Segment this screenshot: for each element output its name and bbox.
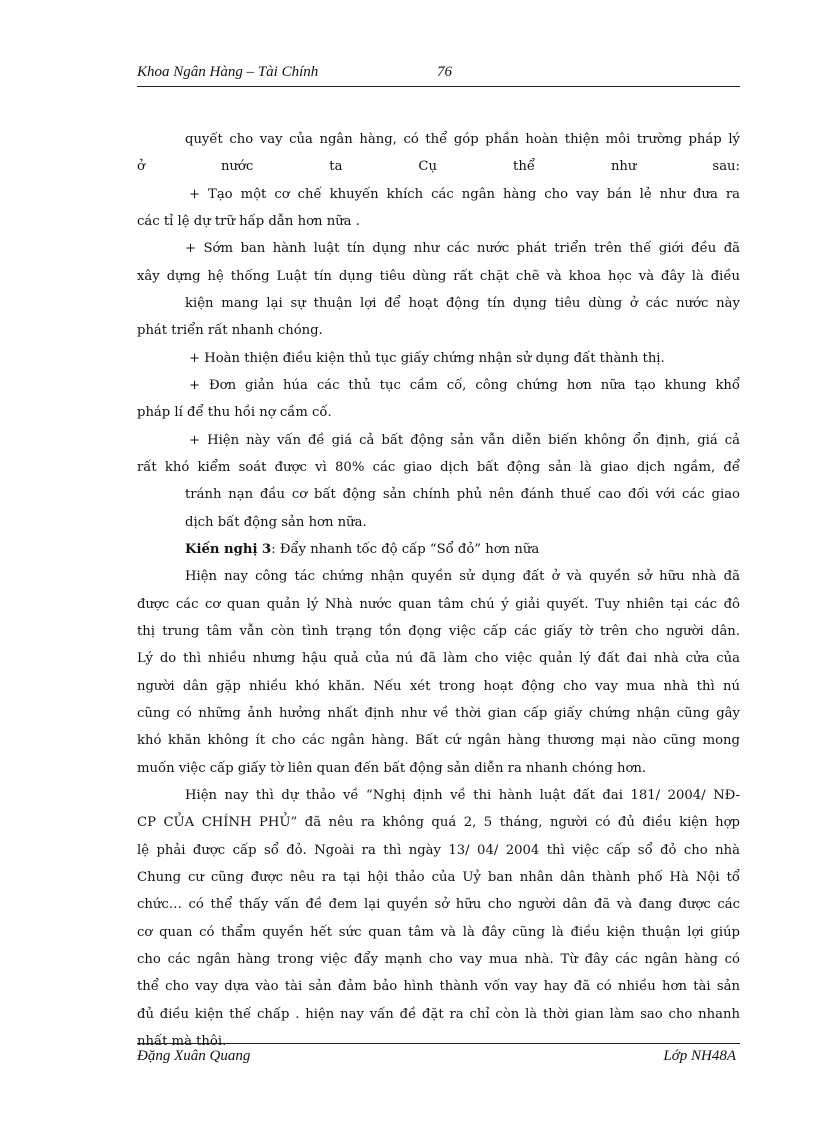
body-line: + Tạo một cơ chế khuyến khích các ngân hàng cho vay bán lẻ như đưa ra [189,187,740,202]
body-line: + Hoàn thiện điều kiện thủ tục giấy chứng nhận sử dụng đất thành thị. [189,351,665,366]
body-line: Hiện nay thì dự thảo về “Nghị định về thi hành luật đất đai 181/ 2004/ NĐ- [185,788,740,803]
body-line: dịch bất động sản hơn nữa. [185,515,367,530]
footer-class: Lớp NH48A [663,1048,736,1064]
body-line: được các cơ quan quản lý Nhà nước quan tâm chú ý giải quyết. Tuy nhiên tại các đô [137,597,740,612]
body-line: phát triển rất nhanh chóng. [137,323,323,338]
body-line: thị trung tâm vẫn còn tình trạng tồn đọng việc cấp các giấy tờ trên cho người dân. [137,624,740,639]
body-line: lệ phải được cấp sổ đỏ. Ngoài ra thì ngày 13/ 04/ 2004 thì việc cấp sổ đỏ cho nhà [137,843,740,858]
body-line: + Sớm ban hành luật tín dụng như các nước phát triển trên thế giới đều đã [185,241,740,256]
body-line: CP CỦA CHÍNH PHỦ” đã nêu ra không quá 2, 5 tháng, người có đủ điều kiện hợp [137,815,740,830]
body-line: đủ điều kiện thế chấp . hiện nay vấn đề đặt ra chỉ còn là thời gian làm sao cho nhanh [137,1007,740,1022]
body-line: tránh nạn đầu cơ bất động sản chính phủ nên đánh thuế cao đối với các giao [185,487,740,502]
footer-rule [137,1043,740,1044]
recommendation-label: Kiến nghị 3 [185,542,272,557]
page-number: 76 [437,64,452,80]
body-line: pháp lí để thu hồi nợ cầm cố. [137,405,332,420]
body-line: cũng có những ảnh hưởng nhất định như về thời gian cấp giấy chứng nhận cũng gây [137,706,740,721]
body-line: rất khó kiểm soát được vì 80% các giao dịch bất động sản là giao dịch ngầm, để [137,460,740,475]
header-rule [137,86,740,87]
header-department: Khoa Ngân Hàng – Tài Chính [137,64,319,80]
body-line: + Đơn giản húa các thủ tục cầm cố, công chứng hơn nữa tạo khung khổ [189,378,740,393]
body-line: Chung cư cũng được nêu ra tại hội thảo của Uỷ ban nhân dân thành phố Hà Nội tổ [137,870,740,885]
footer-author: Đặng Xuân Quang [137,1048,251,1064]
body-line: Hiện nay công tác chứng nhận quyền sử dụng đất ở và quyền sở hữu nhà đã [185,569,740,584]
body-line: kiện mang lại sự thuận lợi để hoạt động tín dụng tiêu dùng ở các nước này [185,296,740,311]
body-line: ở nước ta Cụ thể như sau: [137,159,740,174]
body-line: chức… có thể thấy vấn đề đem lại quyền sở hữu cho người dân đã và đang được các [137,897,740,912]
body-line: Lý do thì nhiều nhưng hậu quả của nú đã làm cho việc quản lý đất đai nhà cửa của [137,651,740,666]
body-line: cho các ngân hàng trong việc đẩy mạnh cho vay mua nhà. Từ đây các ngân hàng có [137,952,740,967]
body-line: thể cho vay dựa vào tài sản đảm bảo hình thành vốn vay hay đã có nhiều hơn tài sản [137,979,740,994]
body-line: xây dựng hệ thống Luật tín dụng tiêu dùng rất chặt chẽ và khoa học và đây là điều [137,269,740,284]
recommendation-heading: Kiến nghị 3: Đẩy nhanh tốc độ cấp “Sổ đỏ” hơn nữa [185,542,540,557]
body-line: người dân gặp nhiều khó khăn. Nếu xét trong hoạt động cho vay mua nhà thì nú [137,679,740,694]
body-line: cơ quan có thẩm quyền hết sức quan tâm và là đây cũng là điều kiện thuận lợi giúp [137,925,740,940]
body-line: quyết cho vay của ngân hàng, có thể góp phần hoàn thiện môi trường pháp lý [185,132,740,147]
body-line: khó khăn không ít cho các ngân hàng. Bất cứ ngân hàng thương mại nào cũng mong [137,733,740,748]
body-line: muốn việc cấp giấy tờ liên quan đến bất động sản diễn ra nhanh chóng hơn. [137,761,647,776]
body-line: + Hiện này vấn đề giá cả bất động sản vẫn diễn biến không ổn định, giá cả [189,433,740,448]
recommendation-title: Đẩy nhanh tốc độ cấp “Sổ đỏ” hơn nữa [279,542,540,557]
body-line: nhất mà thôi. [137,1034,227,1049]
body-line: các tỉ lệ dự trữ hấp dẫn hơn nữa . [137,214,360,229]
